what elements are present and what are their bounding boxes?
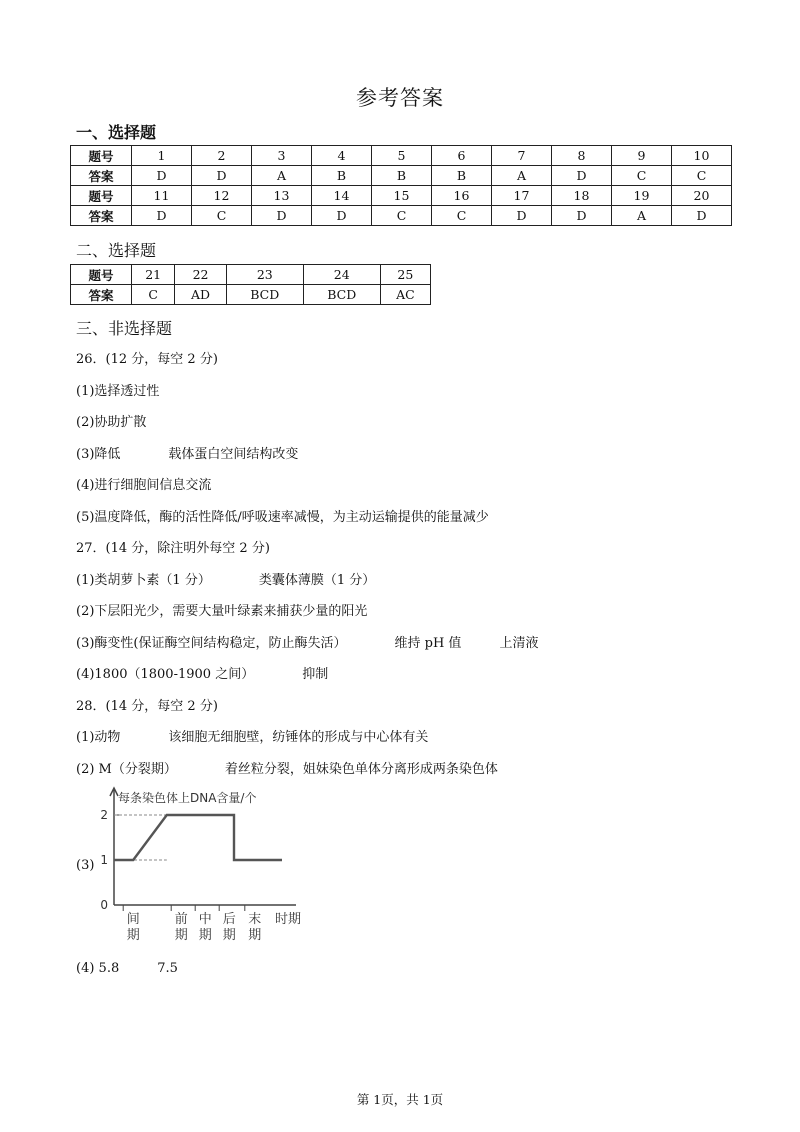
answer-cell: D bbox=[192, 166, 252, 186]
x-tick-label: 期 bbox=[222, 928, 236, 943]
question-number-cell: 20 bbox=[672, 186, 732, 206]
answer-q27-4-part: (4)1800（1800-1900 之间） bbox=[76, 667, 255, 682]
table-row bbox=[71, 265, 431, 285]
answer-cell: AC bbox=[380, 285, 430, 305]
y-tick-label: 1 bbox=[100, 853, 108, 867]
answer-cell: BCD bbox=[226, 285, 303, 305]
question-header-q27: 27．(14 分，除注明外每空 2 分) bbox=[76, 541, 270, 556]
answer-28-4-a: (4) 5.8 bbox=[76, 961, 120, 976]
answer-q26-5 bbox=[76, 506, 489, 525]
x-axis-label: 时期 bbox=[274, 912, 302, 927]
question-number-cell: 16 bbox=[432, 186, 492, 206]
question-header-q28: 28．(14 分，每空 2 分) bbox=[76, 699, 218, 714]
x-tick-label: 期 bbox=[198, 928, 212, 943]
page-footer: 第 1页，共 1页 bbox=[356, 1092, 444, 1107]
section-2-heading: 二、选择题 bbox=[76, 241, 157, 260]
answer-q27-1-part: (1)类胡萝卜素（1 分） bbox=[76, 573, 211, 588]
answer-q26-5-part: (5)温度降低，酶的活性降低/呼吸速率减慢，为主动运输提供的能量减少 bbox=[76, 510, 489, 525]
answer-q28-2-part: (2) M（分裂期） bbox=[76, 762, 177, 777]
question-number-cell: 8 bbox=[552, 146, 612, 166]
answer-q27-4-part: 抑制 bbox=[302, 667, 329, 682]
answer-cell: C bbox=[612, 166, 672, 186]
row-label-answer: 答案 bbox=[71, 206, 132, 226]
answer-cell: D bbox=[312, 206, 372, 226]
question-number-cell: 3 bbox=[252, 146, 312, 166]
question-number-cell: 24 bbox=[303, 265, 380, 285]
answer-cell: B bbox=[432, 166, 492, 186]
answer-cell: D bbox=[672, 206, 732, 226]
question-header-q26: 26．(12 分，每空 2 分) bbox=[76, 352, 218, 367]
x-tick-label: 间 bbox=[126, 912, 140, 927]
answer-cell: BCD bbox=[303, 285, 380, 305]
question-number-cell: 25 bbox=[380, 265, 430, 285]
answer-cell: D bbox=[132, 166, 192, 186]
answer-q27-3-part: 上清液 bbox=[499, 636, 539, 651]
answer-cell: D bbox=[252, 206, 312, 226]
question-number-cell: 12 bbox=[192, 186, 252, 206]
x-tick-label: 末 bbox=[248, 912, 262, 927]
question-number-cell: 11 bbox=[132, 186, 192, 206]
answer-q27-4 bbox=[76, 663, 328, 682]
answer-q27-1-part: 类囊体薄膜（1 分） bbox=[258, 573, 376, 588]
answer-q28-1-part: (1)动物 bbox=[76, 730, 121, 745]
answer-q27-2-part: (2)下层阳光少，需要大量叶绿素来捕获少量的阳光 bbox=[76, 604, 368, 619]
answer-q27-3-part: (3)酶变性(保证酶空间结构稳定，防止酶失活） bbox=[76, 636, 347, 651]
answer-cell: D bbox=[132, 206, 192, 226]
answer-q28-1 bbox=[76, 726, 428, 745]
question-number-cell: 22 bbox=[175, 265, 226, 285]
answer-q26-3-part: 载体蛋白空间结构改变 bbox=[168, 447, 299, 462]
y-tick-label: 2 bbox=[100, 808, 108, 822]
question-number-cell: 18 bbox=[552, 186, 612, 206]
table-row bbox=[71, 206, 732, 226]
answer-q26-1-part: (1)选择透过性 bbox=[76, 384, 160, 399]
series-line bbox=[114, 815, 282, 860]
row-label-answer: 答案 bbox=[71, 166, 132, 186]
answer-cell: AD bbox=[175, 285, 226, 305]
question-number-cell: 10 bbox=[672, 146, 732, 166]
table-row bbox=[71, 166, 732, 186]
answer-q27-1 bbox=[76, 569, 375, 588]
section-1-heading: 一、选择题 bbox=[76, 123, 157, 142]
answer-cell: C bbox=[672, 166, 732, 186]
answer-q26-1 bbox=[76, 380, 159, 399]
table-row bbox=[71, 146, 732, 166]
x-tick-label: 期 bbox=[126, 928, 140, 943]
table-row bbox=[71, 285, 431, 305]
row-label-question: 题号 bbox=[71, 146, 132, 166]
question-number-cell: 13 bbox=[252, 186, 312, 206]
question-number-cell: 23 bbox=[226, 265, 303, 285]
question-number-cell: 21 bbox=[132, 265, 175, 285]
question-number-cell: 14 bbox=[312, 186, 372, 206]
answer-28-4-b: 7.5 bbox=[157, 961, 178, 976]
answer-cell: D bbox=[492, 206, 552, 226]
answer-q26-4 bbox=[76, 474, 211, 493]
x-tick-label: 前 bbox=[174, 912, 188, 927]
x-tick-label: 后 bbox=[222, 912, 236, 927]
answer-cell: B bbox=[372, 166, 432, 186]
x-tick-label: 中 bbox=[198, 912, 212, 927]
answer-cell: A bbox=[492, 166, 552, 186]
question-number-cell: 15 bbox=[372, 186, 432, 206]
question-number-cell: 5 bbox=[372, 146, 432, 166]
question-number-cell: 1 bbox=[132, 146, 192, 166]
page-title: 参考答案 bbox=[356, 86, 444, 110]
answer-q28-2 bbox=[76, 758, 498, 777]
answer-cell: D bbox=[552, 206, 612, 226]
question-number-cell: 9 bbox=[612, 146, 672, 166]
answer-q28-1-part: 该细胞无细胞壁，纺锤体的形成与中心体有关 bbox=[168, 730, 429, 745]
answer-q28-2-part: 着丝粒分裂，姐妹染色单体分离形成两条染色体 bbox=[224, 762, 498, 777]
answer-q26-4-part: (4)进行细胞间信息交流 bbox=[76, 478, 212, 493]
graph-label: (3) bbox=[76, 858, 95, 873]
answer-cell: B bbox=[312, 166, 372, 186]
y-axis-label: 每条染色体上DNA含量/个 bbox=[118, 791, 257, 805]
row-label-answer: 答案 bbox=[71, 285, 132, 305]
answer-q27-3-part: 维持 pH 值 bbox=[394, 636, 462, 651]
answer-28-4 bbox=[76, 961, 178, 976]
question-number-cell: 6 bbox=[432, 146, 492, 166]
answer-q27-2 bbox=[76, 600, 367, 619]
answer-q26-3-part: (3)降低 bbox=[76, 447, 121, 462]
dna-content-chart bbox=[92, 785, 312, 945]
answer-table-2 bbox=[70, 264, 431, 305]
x-tick-label: 期 bbox=[248, 928, 262, 943]
question-number-cell: 4 bbox=[312, 146, 372, 166]
answer-cell: C bbox=[432, 206, 492, 226]
question-number-cell: 7 bbox=[492, 146, 552, 166]
answer-cell: C bbox=[192, 206, 252, 226]
row-label-question: 题号 bbox=[71, 265, 132, 285]
answer-q27-3 bbox=[76, 632, 538, 651]
question-number-cell: 2 bbox=[192, 146, 252, 166]
x-tick-label: 期 bbox=[174, 928, 188, 943]
answer-cell: C bbox=[372, 206, 432, 226]
answer-q26-3 bbox=[76, 443, 298, 462]
answer-table-1 bbox=[70, 145, 732, 226]
y-tick-label: 0 bbox=[100, 898, 108, 912]
question-number-cell: 17 bbox=[492, 186, 552, 206]
table-row bbox=[71, 186, 732, 206]
answer-q26-2 bbox=[76, 411, 146, 430]
question-number-cell: 19 bbox=[612, 186, 672, 206]
answer-cell: C bbox=[132, 285, 175, 305]
section-3-heading: 三、非选择题 bbox=[76, 319, 173, 338]
row-label-question: 题号 bbox=[71, 186, 132, 206]
answer-cell: D bbox=[552, 166, 612, 186]
answer-q26-2-part: (2)协助扩散 bbox=[76, 415, 147, 430]
answer-cell: A bbox=[612, 206, 672, 226]
answer-cell: A bbox=[252, 166, 312, 186]
